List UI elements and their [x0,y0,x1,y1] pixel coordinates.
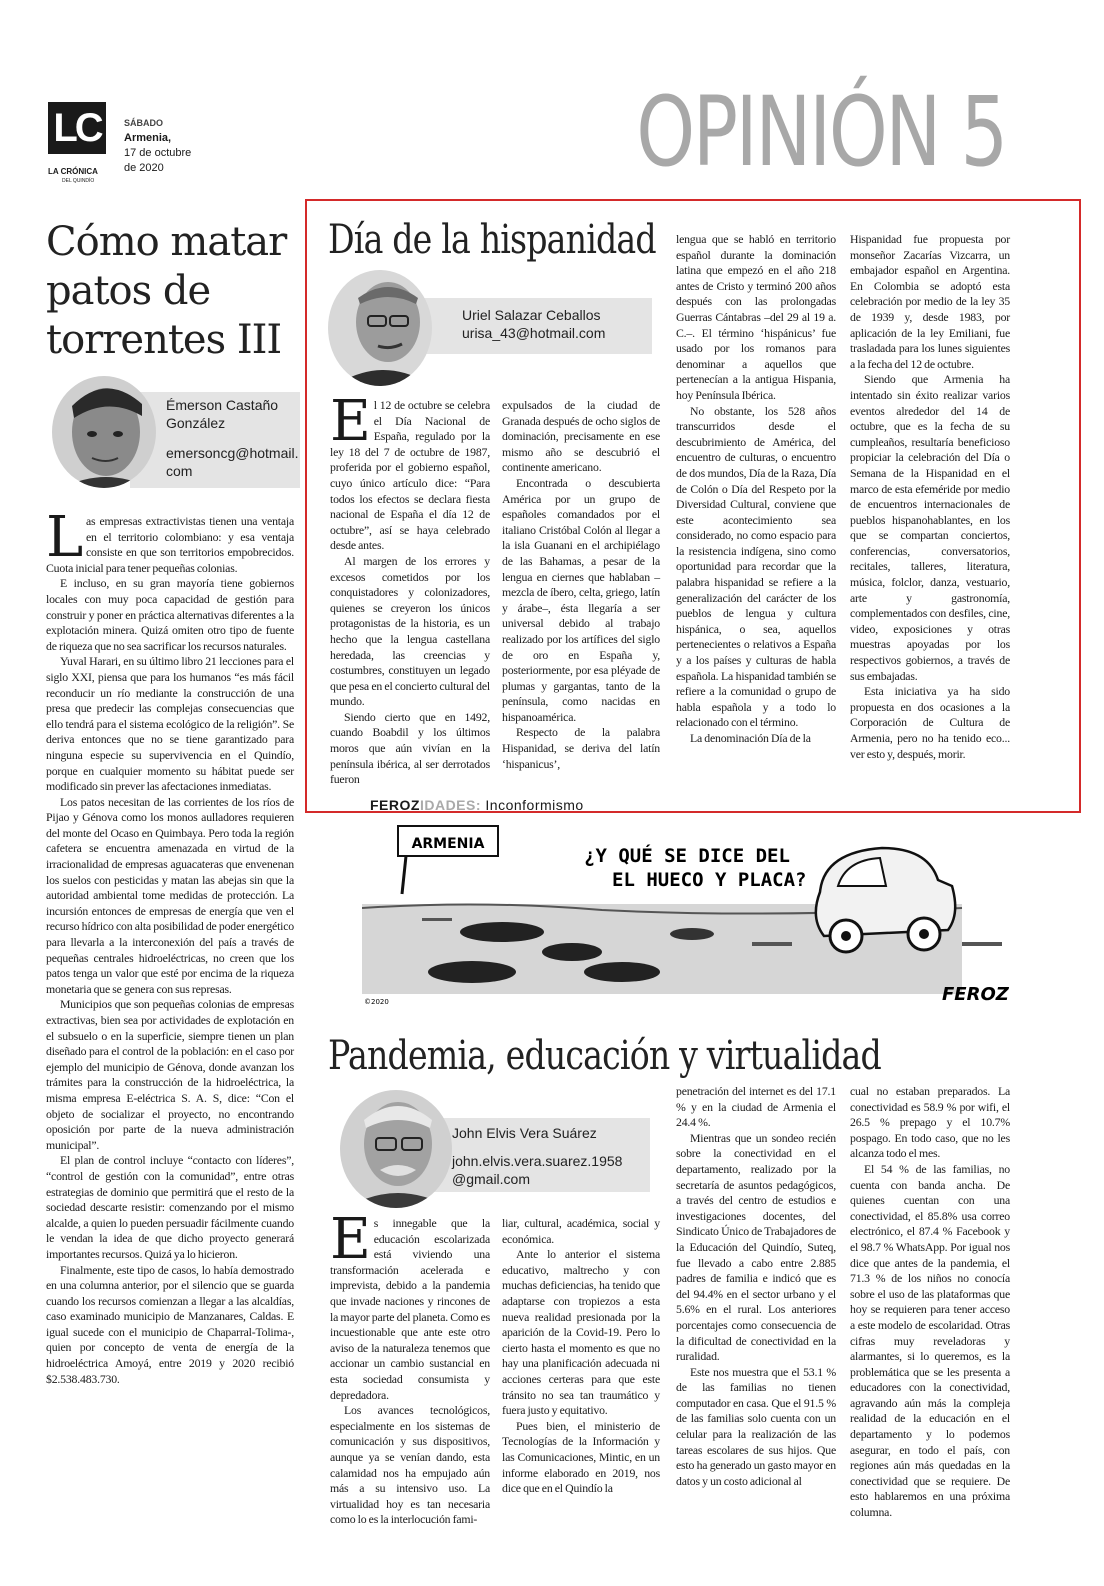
date-block [124,116,191,176]
author-name: John Elvis Vera Suárez [452,1125,597,1141]
date-line-1: 17 de octubre [124,147,192,159]
author-email: urisa_43@hotmail.com [462,325,606,341]
dropcap: E [330,389,371,454]
cartoon-speech-line-2: EL HUECO Y PLACA? [612,869,807,891]
weekday: SÁBADO [124,118,164,128]
article-left-byline [130,392,300,488]
date-line-2: de 2020 [124,162,164,174]
article-left-body: Las empresas extractivistas tienen una ventaja en el territorio colombiano: y esa ventaja consiste en que son territorios empobrecidos. Cuota inicial para tener pequeñas colonias. E incluso, en su gran mayoría tiene gobiernos locales con muy poca capacidad de gestión para construir y poner en práctica alternativas diferentes a la explotación minera. Quizá omiten otro tipo de fuente de riqueza que no sea sacrificar los recursos naturales. Yuval Harari, en su último libro 21 lecciones para el siglo XXI, piensa que para los humanos “es más fácil reconducir un río mediante la construcción de una presa que predecir las complejas consecuencias que ello tendrá para el sistema ecológico de la religión”. Se deriva entonces que no se tiene garantizado para ninguna especie su supervivencia en el Quindío, porque en cualquier momento su hábitat puede ser modificado sin prever las afectaciones inmediatas. Los patos necesitan de las corrientes de los ríos de Pijao y Génova como los monos aulladores requieren del monte del Ocaso en Quimbaya. Pero toda la región cafetera se encuentra amenazada en virtud de la irracionalidad de empresas aguacateras que envenenan los suelos con pesticidas y matan las abejas sin que la autoridad ambiental tome medidas de protección. La incursión entonces de empresas de energía que ven el recurso hídrico con alta posibilidad de poder energético para llevarla a la interconexión del país a través de pequeñas centrales hidroeléctricas, no creen que los patos tenga un valor que esté por encima de la riqueza monetaria que se genera con sus represas. Municipios que son pequeñas colonias de empresas extractivas, bien sea por actividades de explotación en el subsuelo o en la superficie, siempre tienen un plan diseñado para el control de la población: en el caso por ejemplo del municipio de Génova, donde avanzan los trámites para la construcción de la hidroeléctrica, la misma empresa E-eléctrica S. A. S, dice: “Con el objeto de socializar el proyecto, no encontrando oposición por parte de la nueva administración municipal”. El plan de control incluye “contacto con líderes”, “control de gestión con la comunidad”, entre otras estrategias de dominio que permitirá que el resto de la sociedad descarte resistir: comenzando por el mismo alcalde, a quien lo pueden persuadir fácilmente cuando le vendan la idea de que dicho proyecto generará importantes recursos. Quizá ya lo hicieron. Finalmente, este tipo de casos, lo había demostrado en una columna anterior, por el silencio que se guarda cuando los recursos comienzan a llegar a las alcaldías, caso examinado municipio de Manzanares, Caldas. E igual sucede con el municipio de Chaparral-Tolima-, quien por concepto de venta de energía de la hidroeléctrica Amoyá, entre 2019 y 2020 recibió $2.538.483.730. [46,505,294,1386]
cartoon-speech-line-1: ¿Y QUÉ SE DICE DEL [584,845,790,867]
section-title: OPINIÓN 5 [636,76,1006,188]
article-bottom-column-1: Es innegable que la educación escolarizada está viviendo una transformación acelerada e imprevista, debido a la pandemia que invade naciones y rincones de la mayor parte del planeta. Como es incuestionable que ante este otro aviso de la naturaleza tenemos que accionar un cambio sustancial en esta sociedad consumista y depredadora. Los avances tecnológicos, especialmente en los sistemas de comunicación y sus dispositivos, aunque ya se venían dando, esta calamidad nos ha empujado aún más a su intensivo uso. La virtualidad hoy es tan necesaria como lo es la interlocución fami- [330,1207,491,1527]
author-photo-uriel [328,270,432,386]
article-mid-column-4: Hispanidad fue propuesta por monseñor Zacarías Vizcarra, un embajador español en Argentina. En Colombia se adoptó esta celebración por medio de la ley 35 de 1939 y, desde 1983, por aplicación de la ley Emiliani, fue trasladada para los lunes siguientes a la fecha del 12 de octubre. Siendo que Armenia ha intentado sin éxito realizar varios eventos alrededor del 14 de octubre, que es la fecha de su cumpleaños, resultaría beneficioso propiciar la celebración del Día o Semana de la Hispanidad en el marco de esta efeméride por medio de encuentros internacionales de pueblos hispanohablantes, en los que se compartan conciertos, conferencias, conversatorios, recitales, talleres, literatura, música, folclor, danza, vestuario, arte y gastronomía, complementados con desfiles, cine, video, exposiciones y otras muestras apoyadas por los respectivos gobiernos, a través de sus embajadas. Esta iniciativa ya ha sido propuesta en dos ocasiones a la Corporación de Cultura de Armenia, pero no ha tenido eco... ver esto y, después, morir. [850,232,1010,761]
editorial-cartoon [362,822,1022,1010]
article-bottom-column-4: cual no estaban preparados. La conectividad es 58.9 % por wifi, el 26.5 % prepago y el 10.7% pospago. En todo caso, que no les alcanza todo el mes. El 54 % de las familias, no cuenta con banda ancha. De quienes cuentan con una conectividad, el 85.8% usa correo electrónico, el 87.4 % Facebook y el 98.7 % WhatsApp. Por igual nos dice que antes de la pandemia, el 71.3 % de los niños no conocía sobre el uso de las plataformas que hoy se requieren para tener acceso a este modelo de escolaridad. Otras cifras muy reveladoras y alarmantes, si lo queremos, es la problemática que se les presenta a educadores con la conectividad, agravando aún más la compleja realidad de la educación en el departamento y lo podemos asegurar, en todo el país, con regiones aún más quedadas en la conectividad que se requiere. De esto hablaremos en una próxima columna. [850,1084,1010,1520]
article-bottom-column-2: liar, cultural, académica, social y económica. Ante lo anterior el sistema educativo, maltrecho y con muchas deficiencias, ha tenido que adaptarse con tropiezos a esta nueva realidad presionada por la aparición de la Covid-19. Pero lo cierto hasta el momento es que no hay una planificación adecuada ni acciones certeras para que este tránsito no sea tan traumático y fuera justo y equitativo. Pues bien, el ministerio de Tecnologías de la Información y las Comunicaciones, Mintic, en un informe elaborado en 2019, nos dice que en el Quindío la [502,1216,660,1496]
dropcap: L [46,505,83,570]
cartoon-sign: ARMENIA [411,836,485,852]
author-email: emersoncg@hotmail.com [166,445,299,479]
article-bottom-headline: Pandemia, educación y virtualidad [328,1033,881,1079]
article-mid-column-3: lengua que se habló en territorio español durante la dominación latina que empezó en el año 218 antes de Cristo y terminó 200 años después con las prolongadas Guerras Cántabras –del 29 al 19 a. C.–. El término ‘hispánicus’ fue usado por los romanos para denominar a aquellos que pertenecían a la antigua Hispania, hoy Península Ibérica. No obstante, los 528 años transcurridos desde el descubrimiento de América, del encuentro de culturas, o encuentro de dos mundos, Día de la Raza, Día de Colón o Día del Respeto por la Diversidad Cultural, conviene que este acontecimiento sea considerado, no como espacio para la resistencia indígena, sino como oportunidad para recordar que la palabra hispanidad se refiere a la generalización del carácter de los pueblos de lengua y cultura hispánica, o sea, aquellos pertenecientes o relativos a España y a los países y culturas de habla española. La hispanidad también se refiere a la comunidad o grupo de habla española y a todo lo relacionado con el término. La denominación Día de la [676,232,836,745]
article-mid-headline: Día de la hispanidad [328,217,656,263]
author-name: Émerson Castaño González [166,397,279,431]
cartoon-signature: FEROZ [942,984,1009,1005]
logo-subtitle: DEL QUINDÍO [62,178,95,184]
article-left-headline: Cómo matar patos de torrentes III [46,219,287,363]
author-email-line-1: john.elvis.vera.suarez.1958 [452,1153,623,1169]
dropcap: E [330,1207,371,1272]
cartoon-label: FEROZIDADES: Inconformismo [370,797,584,813]
author-photo-emerson [52,376,156,488]
article-mid-column-2: expulsados de la ciudad de Granada después de ocho siglos de dominación, precisamente en ese mismo año se descubrió el continente americano. Encontrada o descubierta América por un grupo de españoles comandados por el italiano Cristóbal Colón al llegar a la isla Guanani en el archipiélago de las Bahamas, a pesar de la lengua en ciernes que hablaban –mezcla de íbero, celta, griego, latín y árabe–, ésta llegaría a ser universal debido al trabajo realizado por los artífices del siglo de oro en España y, posteriormente, por esa pléyade de plumas y gargantas, tanto de la península, como nacidas en hispanoamérica. Respecto de la palabra Hispanidad, se deriva del latín ‘hispanicus’, [502,398,660,771]
article-bottom-column-3: penetración del internet es del 17.1 % y en la ciudad de Armenia el 24.4 %. Mientras que un sondeo recién sobre la conectividad en el departamento, realizado por la secretaría de asuntos pedagógicos, a través del centro de estudios e investigaciones docentes, del Sindicato Único de Trabajadores de la Educación del Quindío, Suteq, fue llevado a cabo entre 2.885 padres de familia e indicó que es del 94.4% en el sector urbano y el 5.6% en el rural. Los anteriores porcentajes como consecuencia de la dificultad de conectividad en la ruralidad. Este nos muestra que el 53.1 % de las familias no tienen computador en casa. Que el 91.5 % de las familias solo cuenta con un celular para la realización de las tareas escolares de sus hijos. Que esto ha generado un gasto mayor en datos y un costo adicional al [676,1084,836,1488]
article-mid-column-1: El 12 de octubre se celebra el Día Nacional de España, regulado por la ley 18 del 7 de octubre de 1987, proferida por el gobierno español, cuyo único artículo dice: “Para todos los efectos se declara fiesta nacional de España el día 12 de octubre”, así se haya celebrado desde antes. Al margen de los errores y excesos cometidos por los conquistadores y colonizadores, quienes se creyeron los únicos protagonistas de la historia, es un hecho que la lengua castellana heredada, las creencias y costumbres, constituyen un legado que pesa en el concierto cultural del mundo. Siendo cierto que en 1492, cuando Boabdil y los últimos moros que aún vivían en la península ibérica, al ser derrotados fueron [330,389,490,787]
city: Armenia, [124,132,172,144]
author-email-line-2: @gmail.com [452,1171,531,1187]
article-mid-byline [420,298,652,354]
author-photo-john [340,1090,452,1208]
cartoon-year: ©2020 [364,998,389,1006]
newspaper-logo: LC [48,102,106,154]
logo-name: LA CRÓNICA [48,167,98,176]
author-name: Uriel Salazar Ceballos [462,307,601,323]
